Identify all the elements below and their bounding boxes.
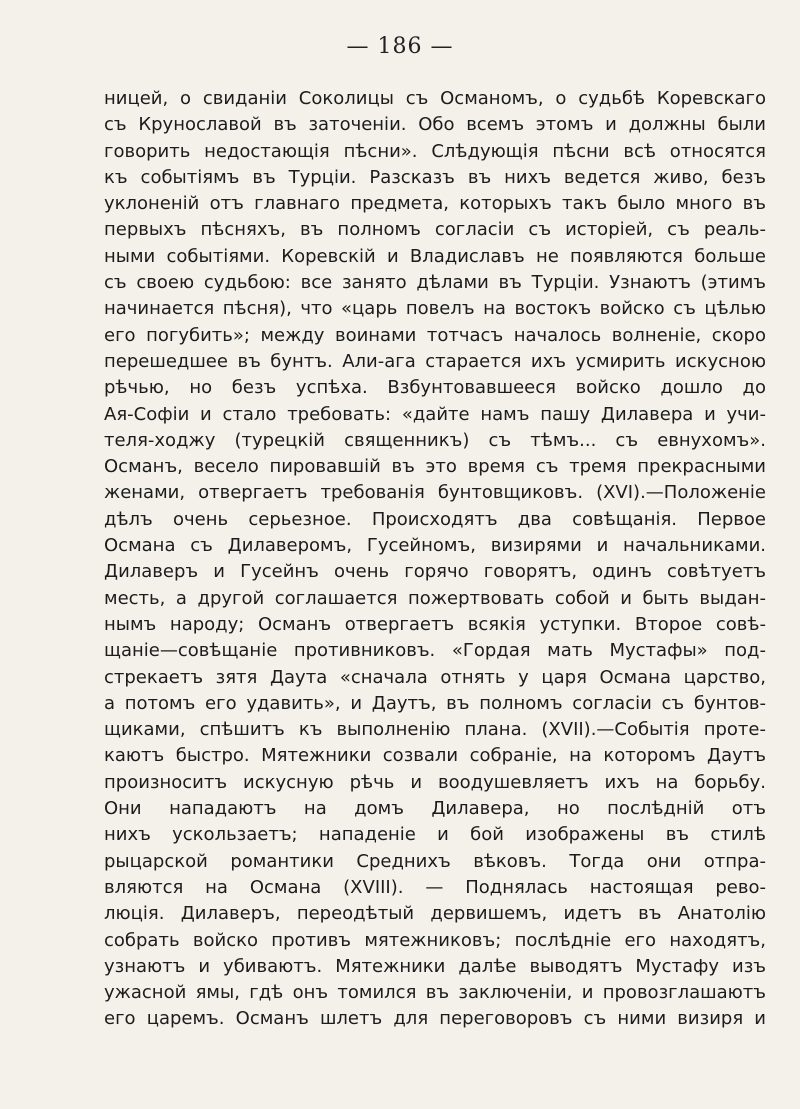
text-line: щаніе—совѣщаніе противниковъ. «Гордая мать Мустафы» под- [104, 640, 766, 662]
text-line: рыцарской романтики Среднихъ вѣковъ. Тогда они отпра- [104, 850, 766, 872]
text-line: съ Круноcлавой въ заточеніи. Обо всемъ этомъ и должны были [104, 114, 766, 136]
text-line: месть, а другой соглашается пожертвовать собой и быть выдан- [104, 587, 766, 609]
text-line: ужасной ямы, гдѣ онъ томился въ заключеніи, и провозглашаютъ [104, 982, 766, 1004]
text-line: Ая-Софіи и стало требовать: «дайте намъ пашу Дилавера и учи- [104, 403, 766, 425]
text-line: ными событіями. Коревскій и Владиславъ не появляются больше [104, 245, 766, 267]
text-line: щиками, спѣшитъ къ выполненію плана. (XVII).—Событія проте- [104, 719, 766, 741]
text-line: а потомъ его удавить», и Даутъ, въ полномъ согласіи съ бунтов- [104, 692, 766, 714]
text-line: его царемъ. Османъ шлетъ для переговоровъ съ ними визиря и [104, 1008, 766, 1030]
text-line: дѣлъ очень серьезное. Происходятъ два совѣщанія. Первое [104, 508, 766, 530]
page-number: — 186 — [346, 34, 454, 59]
text-line: вляются на Османа (XVIII). — Поднялась настоящая рево- [104, 876, 766, 898]
text-line: рѣчью, но безъ успѣха. Взбунтовавшееся войско дошло до [104, 377, 766, 399]
text-line: женами, отвергаетъ требованія бунтовщиковъ. (XVI).—Положеніе [104, 482, 766, 504]
text-line: ницей, о свиданіи Соколицы съ Османомъ, о судьбѣ Коревскаго [104, 88, 766, 109]
body-text [104, 86, 766, 1033]
text-line: люція. Дилаверъ, переодѣтый дервишемъ, идетъ въ Анатолію [104, 903, 766, 925]
text-line: говорить недостающія пѣсни». Слѣдующія пѣсни всѣ относятся [104, 140, 766, 162]
text-line: его погубить»; между воинами тотчасъ началось волненіе, скоро [104, 324, 766, 346]
text-line: начинается пѣсня), что «царь повелъ на востокъ войско съ цѣлью [104, 298, 766, 320]
text-line: теля-ходжу (турецкій священникъ) съ тѣмъ... съ евнухомъ». [104, 429, 766, 451]
text-line: собрать войско противъ мятежниковъ; послѣдніе его находятъ, [104, 929, 766, 951]
text-line: уклоненій отъ главнаго предмета, которыхъ такъ было много въ [104, 193, 766, 215]
text-line: Османъ, весело пировавшій въ это время съ тремя прекрасными [104, 456, 766, 478]
text-line: къ событіямъ въ Турціи. Разсказъ въ нихъ ведется живо, безъ [104, 166, 766, 188]
text-line: перешедшее въ бунтъ. Али-ага старается ихъ усмирить искусною [104, 350, 766, 372]
text-line: произноситъ искусную рѣчь и воодушевляетъ ихъ на борьбу. [104, 771, 766, 793]
text-line: нихъ ускользаетъ; нападеніе и бой изображены въ стилѣ [104, 824, 766, 846]
text-line: каютъ быстро. Мятежники созвали собраніе, на которомъ Даутъ [104, 745, 766, 767]
text-line: съ своею судьбою: все занято дѣлами въ Турціи. Узнаютъ (этимъ [104, 272, 766, 294]
text-line: первыхъ пѣсняхъ, въ полномъ согласіи съ исторіей, съ реаль- [104, 219, 766, 241]
text-line: стрекаетъ зятя Даута «сначала отнять у царя Османа царство, [104, 666, 766, 688]
text-line: Дилаверъ и Гусейнъ очень горячо говорятъ, одинъ совѣтуетъ [104, 561, 766, 583]
text-line: узнаютъ и убиваютъ. Мятежники далѣе выводятъ Мустафу изъ [104, 955, 766, 977]
text-line: Османа съ Дилаверомъ, Гусейномъ, визирями и начальниками. [104, 535, 766, 557]
text-line: нымъ народу; Османъ отвергаетъ всякія уступки. Второе совѣ- [104, 613, 766, 635]
text-line: Они нападаютъ на домъ Дилавера, но послѣдній отъ [104, 798, 766, 820]
